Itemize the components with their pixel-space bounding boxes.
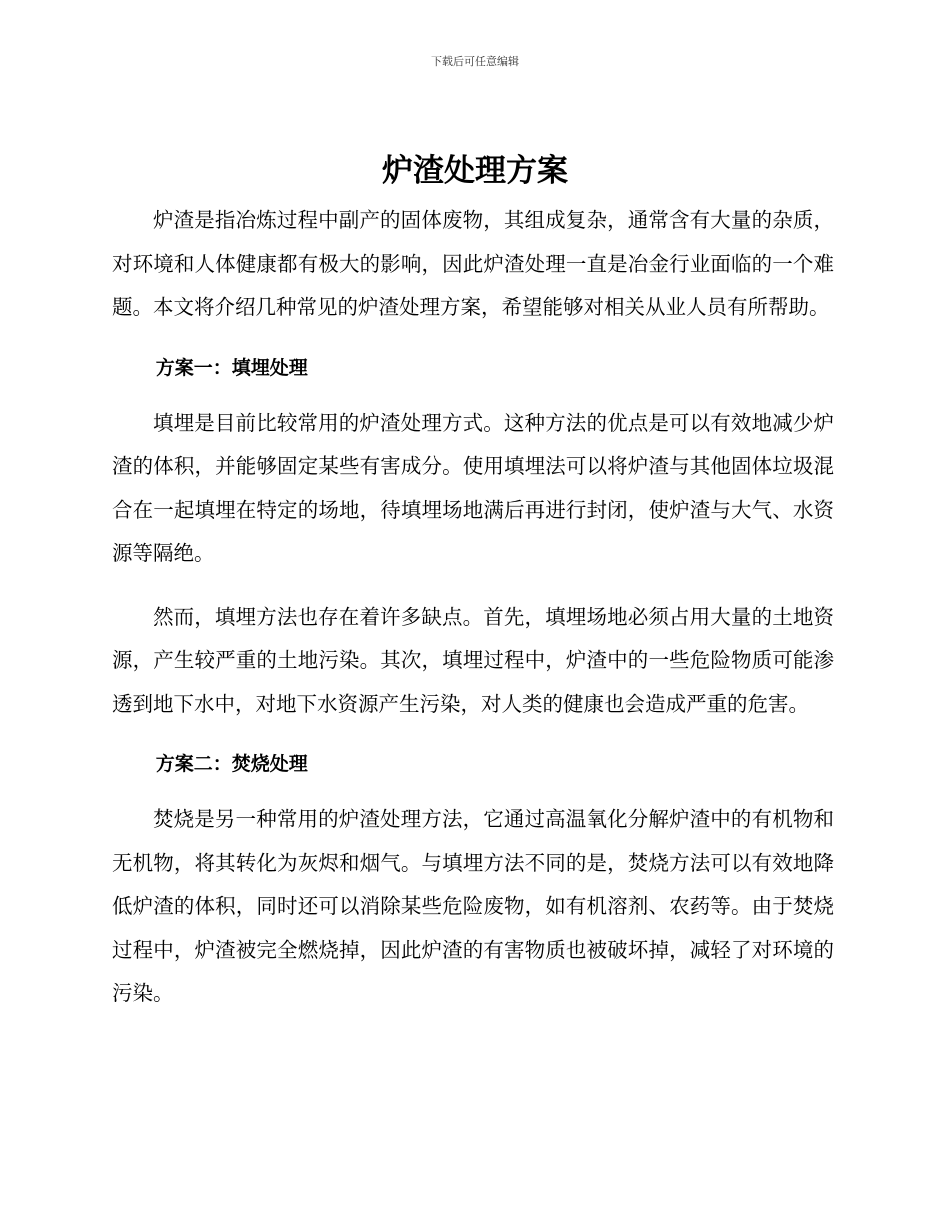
landfill-paragraph-1: 填埋是目前比较常用的炉渣处理方式。这种方法的优点是可以有效地减少炉渣的体积，并能够固定某些有害成分。使用填埋法可以将炉渣与其他固体垃圾混合在一起填埋在特定的场地，待填埋场地满后再进行封闭，使炉渣与大气、水资源等隔绝。 (112, 410, 834, 565)
intro-paragraph: 炉渣是指冶炼过程中副产的固体废物，其组成复杂，通常含有大量的杂质，对环境和人体健康都有极大的影响，因此炉渣处理一直是冶金行业面临的一个难题。本文将介绍几种常见的炉渣处理方案，希望能够对相关从业人员有所帮助。 (112, 208, 834, 319)
header-note: 下载后可任意编辑 (431, 55, 519, 68)
section-heading-landfill: 方案一：填埋处理 (155, 356, 308, 379)
document-title: 炉渣处理方案 (382, 153, 568, 189)
landfill-paragraph-2: 然而，填埋方法也存在着许多缺点。首先，填埋场地必须占用大量的土地资源，产生较严重的土地污染。其次，填埋过程中，炉渣中的一些危险物质可能渗透到地下水中，对地下水资源产生污染，对人类的健康也会造成严重的危害。 (112, 604, 834, 716)
section-heading-incineration: 方案二：焚烧处理 (155, 753, 308, 775)
incineration-paragraph-1: 焚烧是另一种常用的炉渣处理方法，它通过高温氧化分解炉渣中的有机物和无机物，将其转化为灰烬和烟气。与填埋方法不同的是，焚烧方法可以有效地降低炉渣的体积，同时还可以消除某些危险废物，如有机溶剂、农药等。由于焚烧过程中，炉渣被完全燃烧掉，因此炉渣的有害物质也被破坏掉，减轻了对环境的污染。 (112, 807, 834, 1005)
document-body (112, 199, 834, 1016)
